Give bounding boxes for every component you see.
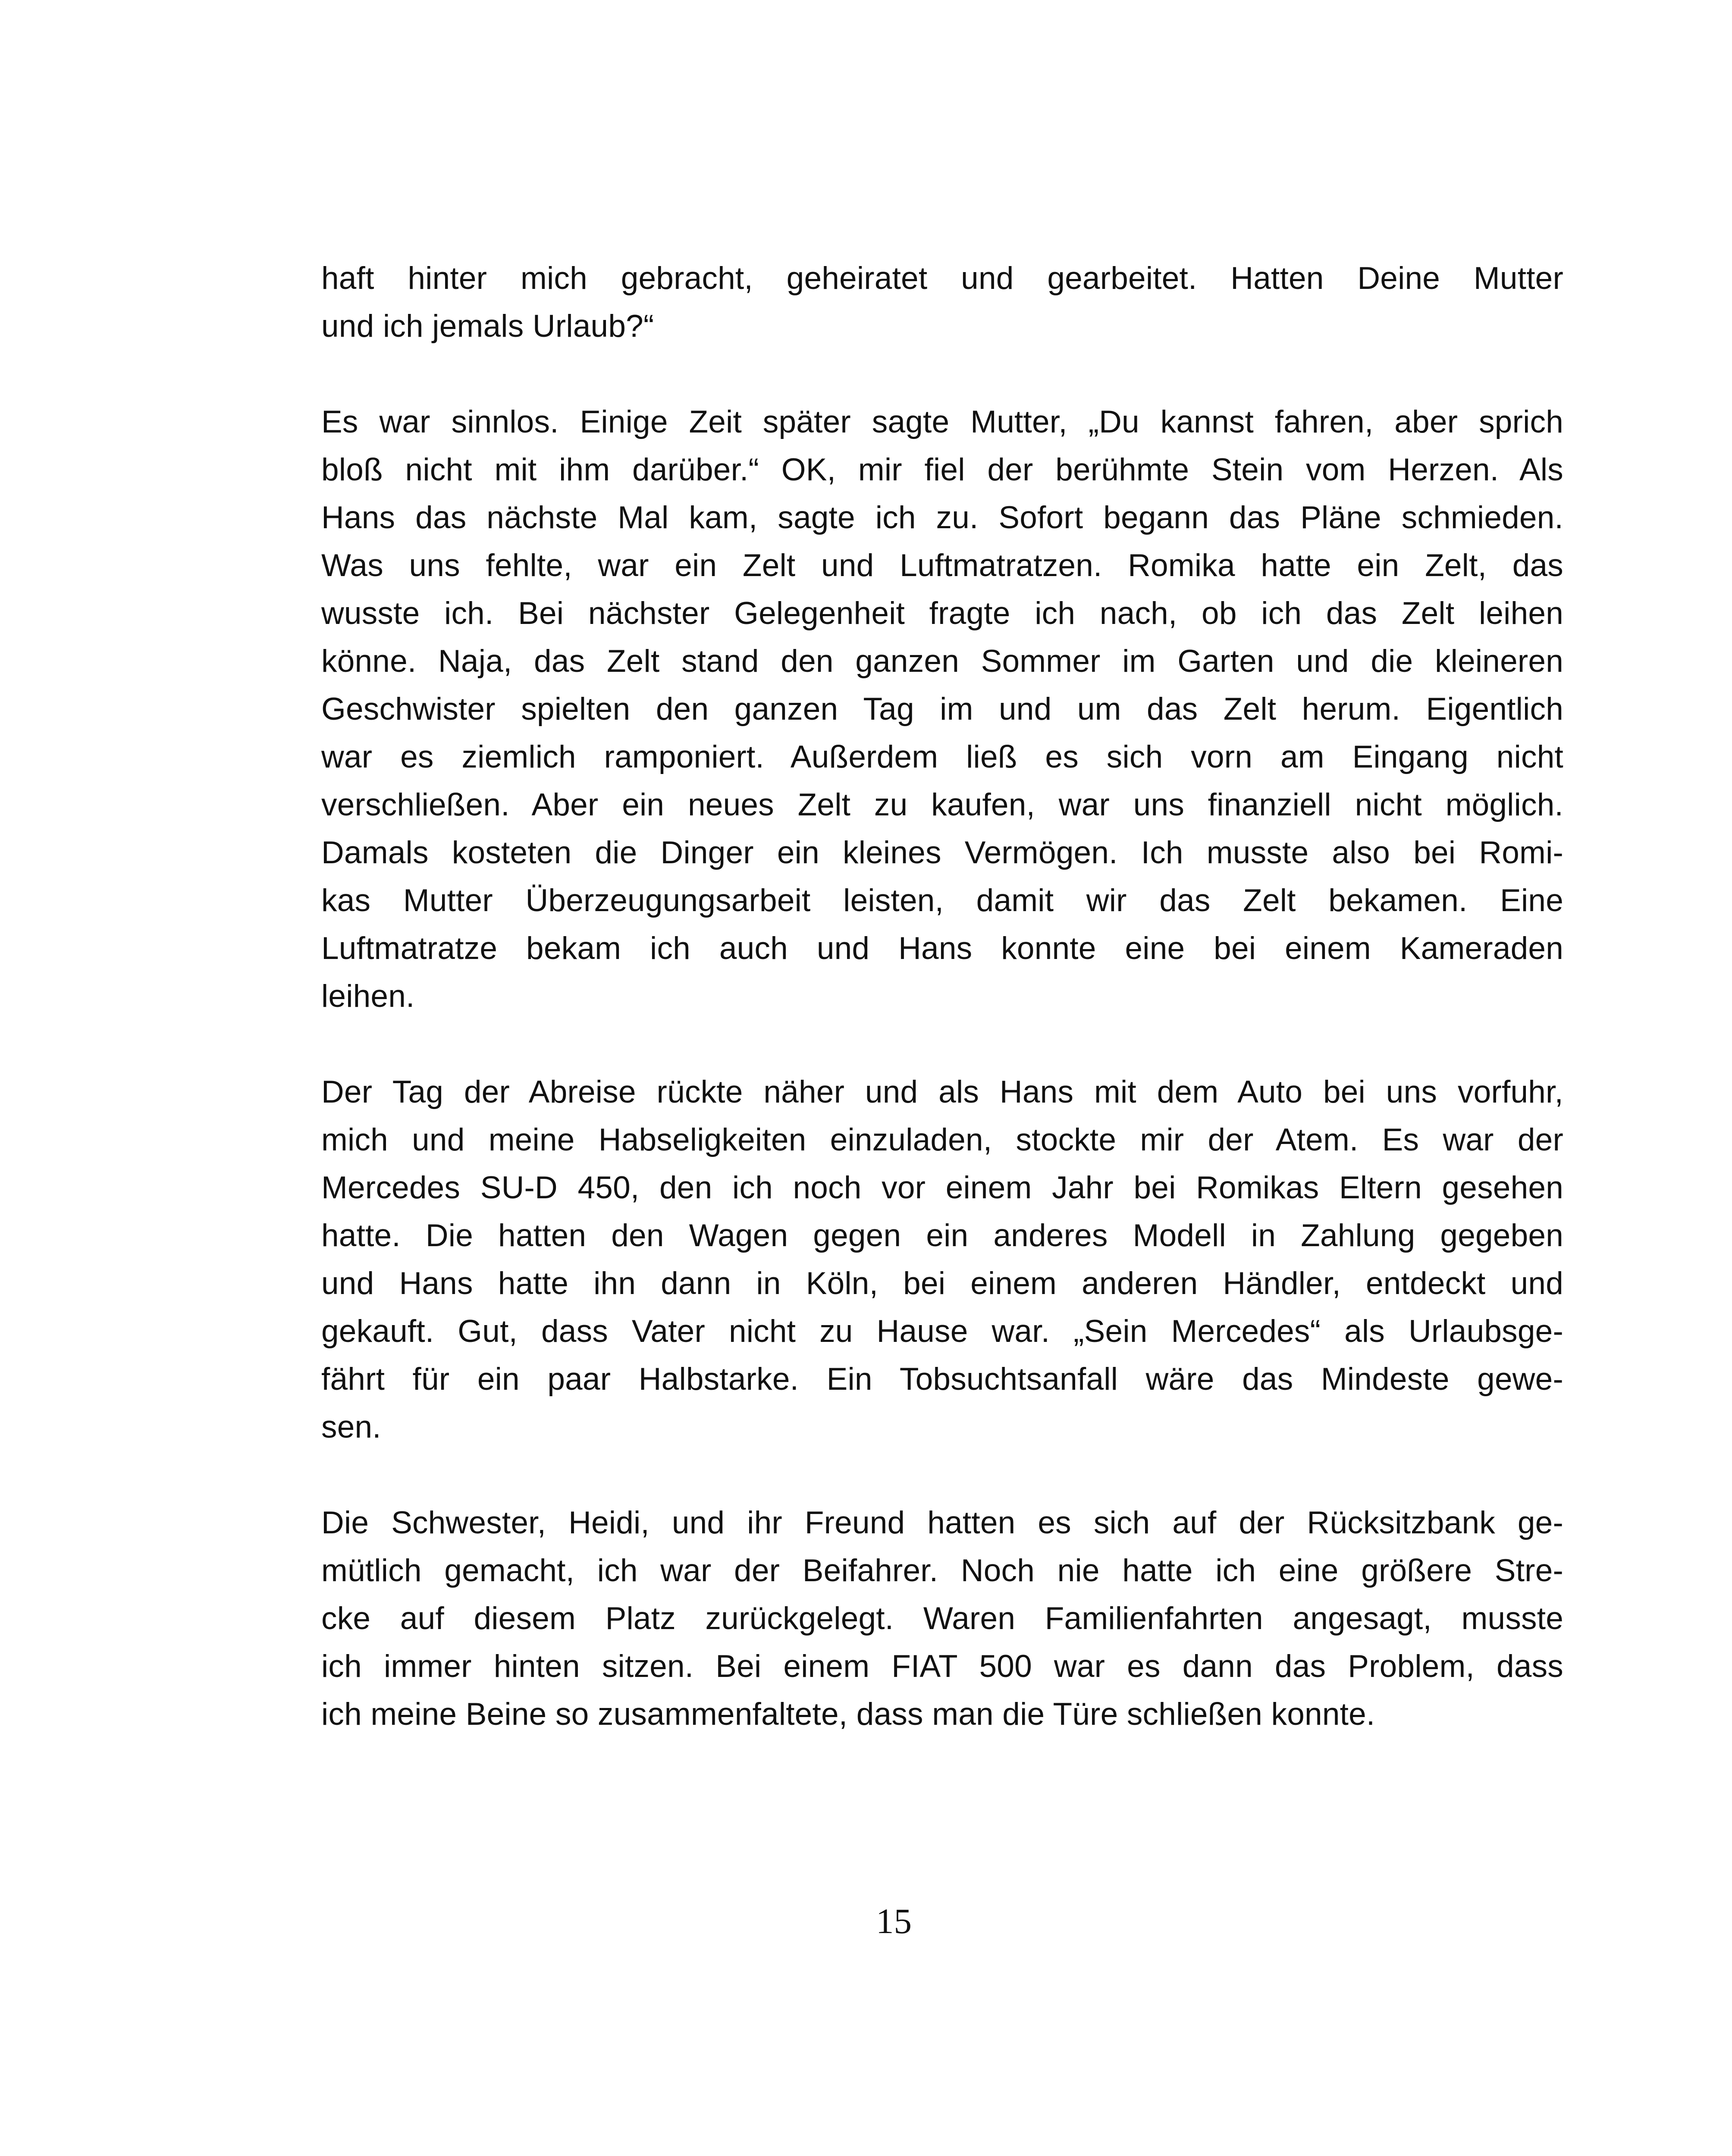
- text-line: hatte. Die hatten den Wagen gegen ein anderes Modell in Zahlung gegeben: [321, 1218, 1563, 1253]
- text-line: ich immer hinten sitzen. Bei einem FIAT 500 war es dann das Problem, dass: [321, 1649, 1563, 1684]
- paragraph-gap: [321, 1020, 1563, 1068]
- paragraph: [321, 398, 1563, 1020]
- text-line: und ich jemals Urlaub?“: [321, 309, 654, 344]
- paragraph-gap: [321, 350, 1563, 398]
- text-line: wusste ich. Bei nächster Gelegenheit fragte ich nach, ob ich das Zelt leihen: [321, 596, 1563, 631]
- text-line: ich meine Beine so zusammenfaltete, dass man die Türe schließen konnte.: [321, 1697, 1375, 1732]
- text-line: mütlich gemacht, ich war der Beifahrer. Noch nie hatte ich eine größere Stre-: [321, 1553, 1563, 1588]
- paragraph: [321, 1499, 1563, 1738]
- text-line: kas Mutter Überzeugungsarbeit leisten, damit wir das Zelt bekamen. Eine: [321, 883, 1563, 918]
- text-line: war es ziemlich ramponiert. Außerdem ließ es sich vorn am Eingang nicht: [321, 740, 1563, 774]
- paragraph-gap: [321, 1451, 1563, 1499]
- text-line: Die Schwester, Heidi, und ihr Freund hatten es sich auf der Rücksitzbank ge-: [321, 1505, 1563, 1540]
- page-number: 15: [876, 1901, 912, 1941]
- text-line: verschließen. Aber ein neues Zelt zu kaufen, war uns finanziell nicht möglich.: [321, 787, 1563, 822]
- text-line: fährt für ein paar Halbstarke. Ein Tobsuchtsanfall wäre das Mindeste gewe-: [321, 1362, 1563, 1397]
- text-line: gekauft. Gut, dass Vater nicht zu Hause war. „Sein Mercedes“ als Urlaubsge-: [321, 1314, 1563, 1349]
- text-line: sen.: [321, 1410, 381, 1445]
- text-line: und Hans hatte ihn dann in Köln, bei einem anderen Händler, entdeckt und: [321, 1266, 1563, 1301]
- paragraph: [321, 1068, 1563, 1451]
- text-line: bloß nicht mit ihm darüber.“ OK, mir fiel der berühmte Stein vom Herzen. Als: [321, 452, 1563, 487]
- text-line: Es war sinnlos. Einige Zeit später sagte Mutter, „Du kannst fahren, aber sprich: [321, 404, 1563, 439]
- body-text: [321, 254, 1563, 1738]
- text-line: Hans das nächste Mal kam, sagte ich zu. Sofort begann das Pläne schmieden.: [321, 500, 1563, 535]
- text-line: leihen.: [321, 979, 415, 1014]
- text-line: mich und meine Habseligkeiten einzuladen, stockte mir der Atem. Es war der: [321, 1122, 1563, 1157]
- text-line: Der Tag der Abreise rückte näher und als Hans mit dem Auto bei uns vorfuhr,: [321, 1075, 1563, 1109]
- text-line: haft hinter mich gebracht, geheiratet und gearbeitet. Hatten Deine Mutter: [321, 261, 1563, 296]
- text-line: Luftmatratze bekam ich auch und Hans konnte eine bei einem Kameraden: [321, 931, 1563, 966]
- text-line: Geschwister spielten den ganzen Tag im und um das Zelt herum. Eigentlich: [321, 692, 1563, 727]
- text-line: könne. Naja, das Zelt stand den ganzen Sommer im Garten und die kleineren: [321, 644, 1563, 679]
- text-line: Mercedes SU-D 450, den ich noch vor einem Jahr bei Romikas Eltern gesehen: [321, 1170, 1563, 1205]
- text-line: Damals kosteten die Dinger ein kleines Vermögen. Ich musste also bei Romi-: [321, 835, 1563, 870]
- paragraph: [321, 254, 1563, 350]
- text-line: cke auf diesem Platz zurückgelegt. Waren Familienfahrten angesagt, musste: [321, 1601, 1563, 1636]
- text-line: Was uns fehlte, war ein Zelt und Luftmatratzen. Romika hatte ein Zelt, das: [321, 548, 1563, 583]
